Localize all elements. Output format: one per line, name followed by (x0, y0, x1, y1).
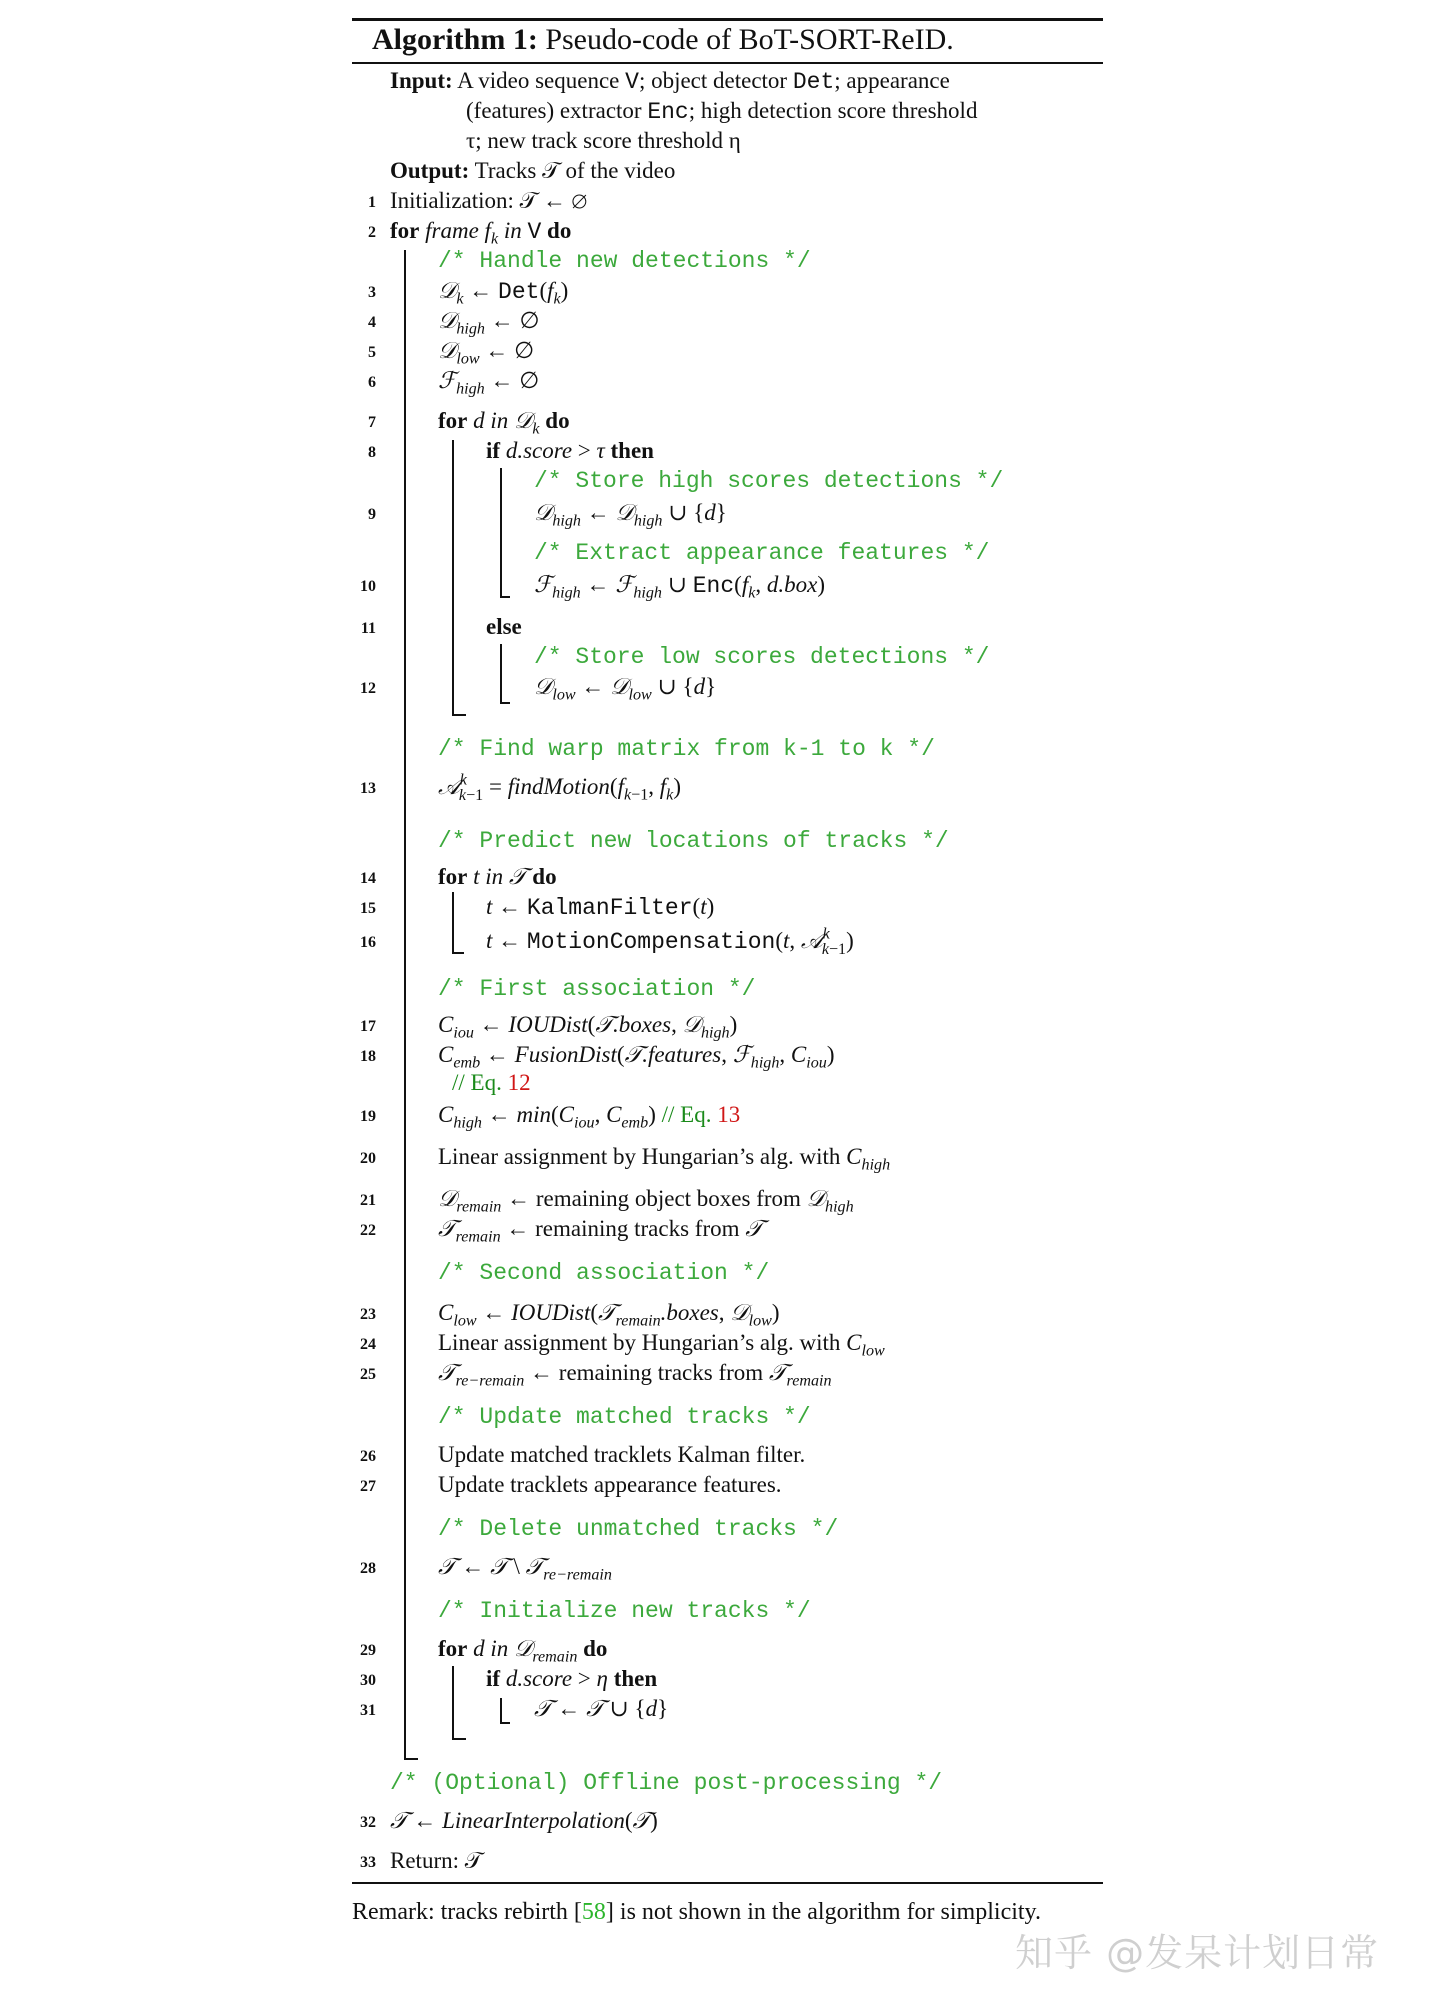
line-number: 11 (360, 620, 376, 637)
output-text: Tracks 𝒯 of the video (474, 158, 676, 183)
line-number: 14 (360, 870, 376, 887)
comment-store-low: /* Store low scores detections */ (534, 644, 990, 670)
line-30: if d.score > η then (486, 1666, 658, 1691)
remark-text: ] is not shown in the algorithm for simplicity. (605, 1899, 1041, 1925)
line-29: for d in 𝒟$_{remain}$ do (438, 1636, 608, 1666)
line-28: 𝒯 ← 𝒯 \ 𝒯$_{re-remain}$ (438, 1554, 612, 1584)
line-31: 𝒯 ← 𝒯 ∪ {d} (534, 1696, 669, 1722)
line-21-text: ← remaining object boxes from (507, 1186, 801, 1211)
eq-prefix: // Eq. (452, 1070, 502, 1095)
algorithm-title (372, 20, 954, 60)
input-label: Input: (390, 68, 453, 93)
input-text: ; high detection score threshold (688, 98, 978, 123)
line-number: 10 (360, 578, 376, 595)
line-number: 17 (360, 1018, 376, 1035)
line-number: 2 (368, 224, 376, 241)
comment-second-association: /* Second association */ (438, 1260, 770, 1286)
algorithm-title-text: Pseudo-code of BoT-SORT-ReID. (545, 23, 954, 56)
line-number: 23 (360, 1306, 376, 1323)
line-1: Initialization: 𝒯 ← ∅ (390, 188, 587, 213)
block-bar-for-remain (452, 1666, 454, 1740)
line-number: 19 (360, 1108, 376, 1125)
line-18: $C_{emb}$ ← FusionDist(𝒯.features, ℱ$_{high}$, $C_{iou}$) (438, 1042, 835, 1072)
line-14: for t in 𝒯 do (438, 864, 557, 890)
line-26: Update matched tracklets Kalman filter. (438, 1442, 806, 1467)
block-foot-else (500, 702, 510, 704)
line-number: 18 (360, 1048, 376, 1065)
block-foot-if-eta (500, 1722, 510, 1724)
line-7: for d in 𝒟$_k$ do (438, 408, 570, 438)
line-number: 20 (360, 1150, 376, 1167)
line-19: $C_{high}$ ← $\min(C_{iou}$, $C_{emb}$) // Eq. 13 (438, 1102, 741, 1132)
line-20-text: Linear assignment by Hungarian’s alg. with (438, 1144, 841, 1169)
line-number: 1 (368, 194, 376, 211)
block-foot-for-t (452, 952, 464, 954)
line-number: 32 (360, 1814, 376, 1831)
line-13: 𝒜$^k_{k-1}$ = $findMotion(f_{k-1}$, $f_k$) (438, 771, 681, 804)
block-bar-if-eta (500, 1698, 502, 1724)
line-32: 𝒯 ← LinearInterpolation(𝒯) (390, 1808, 658, 1834)
comment-first-association: /* First association */ (438, 976, 756, 1002)
title-rule (352, 62, 1103, 64)
line-number: 3 (368, 284, 376, 301)
line-number: 6 (368, 374, 376, 391)
input-detector-symbol: Det (792, 69, 835, 95)
line-17: $C_{iou}$ ← IOUDist(𝒯.boxes, 𝒟$_{high}$) (438, 1012, 738, 1042)
block-bar-for-frame (404, 250, 406, 1760)
input-text: τ; new track score threshold η (466, 128, 741, 153)
line-number: 21 (360, 1192, 376, 1209)
line-number: 4 (368, 314, 376, 331)
eq-13-link[interactable]: 13 (717, 1102, 741, 1127)
input-text: (features) extractor (466, 98, 642, 123)
comment-update-matched: /* Update matched tracks */ (438, 1404, 811, 1430)
line-9: 𝒟$_{high}$ ← 𝒟$_{high}$ ∪ {d} (534, 500, 727, 530)
line-20: Linear assignment by Hungarian’s alg. with $C_{high}$ (438, 1144, 891, 1174)
line-number: 24 (360, 1336, 376, 1353)
line-25: 𝒯$_{re-remain}$ ← remaining tracks from 𝒯$_{remain}$ (438, 1360, 832, 1390)
line-number: 16 (360, 934, 376, 951)
block-bar-for-d (452, 440, 454, 716)
input-line-2 (466, 96, 977, 126)
citation-link[interactable]: 58 (581, 1899, 606, 1925)
line-24: Linear assignment by Hungarian’s alg. with $C_{low}$ (438, 1330, 885, 1360)
input-text: A video sequence (457, 68, 620, 93)
block-bar-else (500, 644, 502, 704)
line-11 (486, 612, 522, 642)
eq-12-link[interactable]: 12 (507, 1070, 531, 1095)
line-22-text: ← remaining tracks from (506, 1216, 740, 1241)
comment-predict-locations: /* Predict new locations of tracks */ (438, 828, 949, 854)
eq-prefix: // Eq. (661, 1102, 712, 1127)
block-foot-if (500, 596, 510, 598)
input-video-symbol: V (625, 69, 639, 95)
line-4: 𝒟$_{high}$ ← ∅ (438, 308, 540, 338)
comment-init-new: /* Initialize new tracks */ (438, 1598, 811, 1624)
comment-warp-matrix: /* Find warp matrix from k-1 to k */ (438, 736, 935, 762)
line-number: 27 (360, 1478, 376, 1495)
line-number: 5 (368, 344, 376, 361)
line-number: 12 (360, 680, 376, 697)
line-25-text: ← remaining tracks from (530, 1360, 764, 1385)
line-33: Return: 𝒯 (390, 1848, 483, 1873)
line-6: ℱ$_{high}$ ← ∅ (438, 368, 540, 398)
remark-text: Remark: tracks rebirth [ (352, 1899, 582, 1925)
block-foot-for-remain (452, 1738, 466, 1740)
output-label: Output: (390, 158, 470, 183)
line-21: 𝒟$_{remain}$ ← remaining object boxes from 𝒟$_{high}$ (438, 1186, 854, 1216)
comment-offline: /* (Optional) Offline post-processing */ (390, 1770, 943, 1796)
line-15: t ← KalmanFilter(t) (486, 894, 715, 921)
line-10: ℱ$_{high}$ ← ℱ$_{high}$ ∪ $Enc(f_k$, d.box) (534, 572, 825, 602)
input-line-3 (466, 126, 741, 156)
line-number: 15 (360, 900, 376, 917)
comment-extract-features: /* Extract appearance features */ (534, 540, 990, 566)
line-27: Update tracklets appearance features. (438, 1472, 782, 1497)
line-5: 𝒟$_{low}$ ← ∅ (438, 338, 535, 368)
input-text: ; object detector (638, 68, 788, 93)
input-extractor-symbol: Enc (647, 99, 689, 125)
line-number: 25 (360, 1366, 376, 1383)
line-number: 33 (360, 1854, 376, 1871)
line-number: 30 (360, 1672, 376, 1689)
comment-delete-unmatched: /* Delete unmatched tracks */ (438, 1516, 839, 1542)
comment-store-high: /* Store high scores detections */ (534, 468, 1004, 494)
block-foot-for-d (452, 714, 466, 716)
line-number: 28 (360, 1560, 376, 1577)
block-bar-for-t (452, 892, 454, 954)
watermark: 知乎 @发呆计划日常 (1015, 1931, 1380, 1975)
block-bar-if (500, 468, 502, 598)
line-8: if d.score > τ then (486, 438, 654, 463)
comment-handle-detections: /* Handle new detections */ (438, 248, 811, 274)
input-text: ; appearance (834, 68, 950, 93)
input-line-1 (390, 66, 950, 96)
algorithm-title-label: Algorithm 1: (372, 23, 538, 56)
line-18-eq-note (452, 1068, 531, 1098)
line-16: t ← MotionCompensation(t, 𝒜$^k_{k-1}$) (486, 925, 854, 958)
output-line (390, 156, 675, 186)
line-12: 𝒟$_{low}$ ← 𝒟$_{low}$ ∪ {d} (534, 674, 717, 704)
line-23: $C_{low}$ ← IOUDist(𝒯$_{remain}$.boxes, 𝒟$_{low}$) (438, 1300, 780, 1330)
line-number: 31 (360, 1702, 376, 1719)
line-number: 29 (360, 1642, 376, 1659)
line-24-text: Linear assignment by Hungarian’s alg. with (438, 1330, 841, 1355)
line-number: 13 (360, 780, 376, 797)
line-number: 9 (368, 506, 376, 523)
block-foot-for-frame (404, 1758, 418, 1760)
bottom-rule (352, 1882, 1103, 1884)
line-3: 𝒟$_k$ ← $Det(f_k)$ (438, 278, 569, 308)
line-number: 22 (360, 1222, 376, 1239)
line-22: 𝒯$_{remain}$ ← remaining tracks from 𝒯 (438, 1216, 763, 1246)
line-number: 7 (368, 414, 376, 431)
line-2: for frame $f_k$ in V do (390, 218, 572, 248)
line-number: 8 (368, 444, 376, 461)
else-keyword: else (486, 614, 522, 639)
remark (352, 1896, 1041, 1928)
line-number: 26 (360, 1448, 376, 1465)
